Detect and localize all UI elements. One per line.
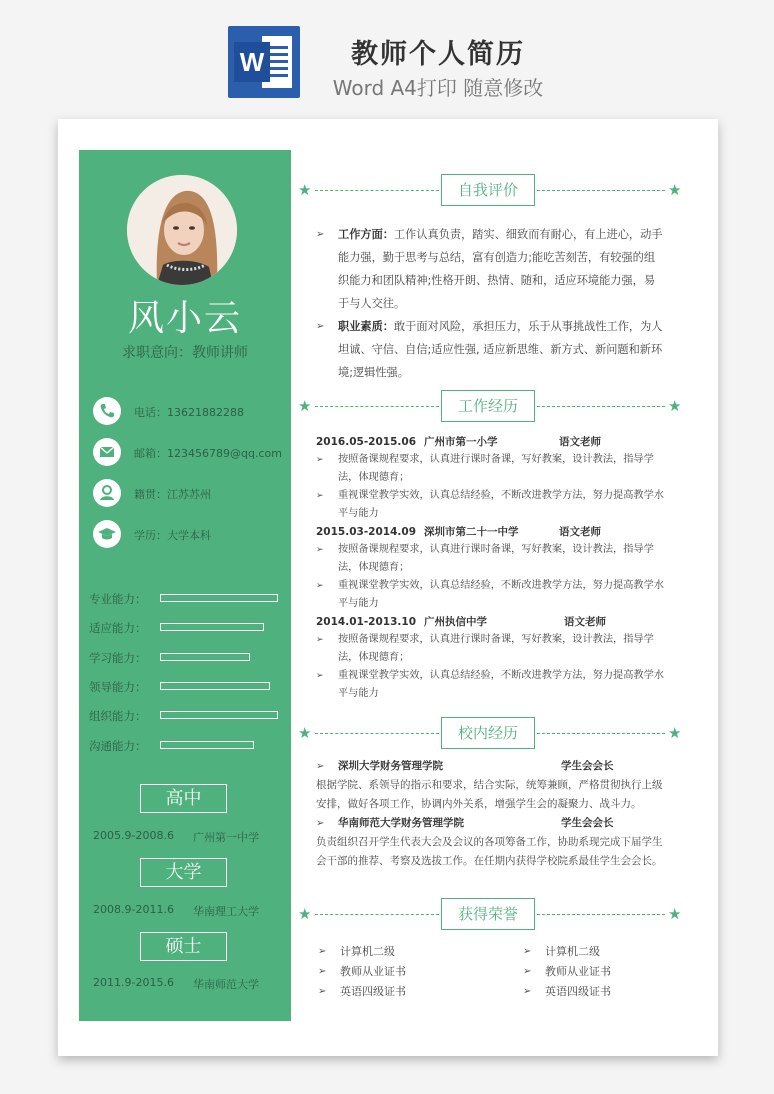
word-document-icon [228,26,300,98]
avatar [127,175,237,285]
honor-item: ➢ 计算机二级 [523,942,723,962]
contact-phone-text: 电话：13621882288 [134,406,244,419]
star-icon: ★ [298,905,312,923]
section-header-honors [295,898,685,932]
skill-row [89,679,289,693]
contact-degree [93,520,283,550]
campus-entry-text: 根据学院、系领导的指示和要求，结合实际，统筹兼顾，严格贯彻执行上级安排，做好各项工作，协调内外关系，增强学生会的凝聚力、战斗力。 [316,779,663,810]
star-icon: ★ [668,181,682,199]
resume-sidebar [79,150,291,1021]
job-header: 2016.05-2015.06 广州市第一小学 语文老师 [316,436,601,448]
campus-entry-header: ➢ 深圳大学财务管理学院 学生会会长 [316,757,666,776]
skill-row [89,591,289,605]
skill-row [89,650,289,664]
person-icon [93,479,121,507]
self-eval-item: ➢ 职业素质：敢于面对风险，承担压力，乐于从事挑战性工作，为人坦诚、守信、自信;适应性强, 适应新思维、新方式、新问题和新环境;逻辑性强。 [316,315,666,384]
contact-origin [93,479,283,509]
star-icon: ★ [668,397,682,415]
skill-label: 沟通能力： [89,738,147,753]
skill-bar [160,653,250,661]
star-icon: ★ [668,905,682,923]
edu-level-1: 大学 [140,858,227,887]
section-title: 自我评价 [441,174,535,206]
self-eval-block [316,223,666,384]
star-icon: ★ [298,397,312,415]
doc-header [0,0,774,110]
skill-label: 适应能力： [89,621,147,636]
skill-bar [160,682,270,690]
job-intent: 求职意向：教师讲师 [122,345,248,361]
edu-school: 华南理工大学 [193,905,259,918]
section-title: 获得荣誉 [441,898,535,930]
honor-item: ➢ 计算机二级 [318,942,518,962]
campus-entry-text: 负责组织召开学生代表大会及会议的各项筹备工作，协助系现完成下届学生会干部的推荐、考察及选拔工作。在任期内获得学校院系最佳学生会会长。 [316,836,663,867]
skill-label: 学习能力： [89,650,147,665]
email-icon [93,438,121,466]
skill-label: 专业能力： [89,592,147,606]
honor-item: ➢ 教师从业证书 [318,962,518,982]
resume-page [58,119,718,1056]
job-duty: ➢ 重视课堂教学实效，认真总结经验，不断改进教学方法，努力提高教学水平与能力 [316,487,666,523]
honor-item: ➢ 英语四级证书 [523,982,723,1002]
section-header-campus [295,717,685,751]
skill-label: 组织能力： [89,709,147,724]
skill-bar [160,741,254,749]
section-header-work [295,390,685,424]
contact-email [93,438,283,468]
phone-icon [93,397,121,425]
honor-item: ➢ 英语四级证书 [318,982,518,1002]
work-block [316,433,666,703]
skill-row [89,738,289,752]
edu-level-2: 硕士 [140,932,227,961]
skill-label: 领导能力： [89,679,147,694]
honors-right [523,942,723,1002]
section-title: 工作经历 [441,390,535,422]
skill-bar [160,594,278,602]
job-duty: ➢ 按照备课规程要求，认真进行课时备课，写好教案，设计教法，指导学法，体现德育； [316,451,666,487]
job-duty: ➢ 重视课堂教学实效，认真总结经验，不断改进教学方法，努力提高教学水平与能力 [316,577,666,613]
edu-dates: 2008.9-2011.6 [93,903,174,916]
contact-origin-text: 籍贯：江苏苏州 [134,488,211,501]
person-name: 风小云 [127,298,242,339]
edu-dates: 2005.9-2008.6 [93,829,174,842]
contact-degree-text: 学历：大学本科 [134,529,211,542]
section-title: 校内经历 [441,717,535,749]
skill-row [89,708,289,722]
edu-level-0: 高中 [140,784,227,813]
star-icon: ★ [298,724,312,742]
job-header: 2015.03-2014.09 深圳市第二十一中学 语文老师 [316,526,601,538]
skill-bar [160,711,278,719]
job-header: 2014.01-2013.10 广州执信中学 语文老师 [316,616,606,628]
contact-phone [93,397,283,427]
self-eval-item: ➢ 工作方面：工作认真负责，踏实、细致而有耐心，有上进心，动手能力强，勤于思考与总结，富有创造力;能吃苦刻苦，有较强的组织能力和团队精神;性格开朗、热情、随和，适应环境能力强，易于与人交往。 [316,223,666,315]
campus-block [316,757,666,871]
contact-email-text: 邮箱：123456789@qq.com [134,447,282,460]
edu-school: 广州第一中学 [193,831,259,844]
skill-bar [160,623,264,631]
section-header-self-eval [295,174,685,208]
header-title: 教师个人简历 [351,39,525,70]
edu-dates: 2011.9-2015.6 [93,976,174,989]
star-icon: ★ [298,181,312,199]
graduation-cap-icon [93,520,121,548]
star-icon: ★ [668,724,682,742]
header-subtitle: Word A4打印 随意修改 [332,76,544,100]
edu-school: 华南师范大学 [193,978,259,991]
skill-row [89,620,289,634]
honors-left [318,942,518,1002]
campus-entry-header: ➢ 华南师范大学财务管理学院 学生会会长 [316,814,666,833]
job-duty: ➢ 重视课堂教学实效，认真总结经验，不断改进教学方法，努力提高教学水平与能力 [316,667,666,703]
job-duty: ➢ 按照备课规程要求，认真进行课时备课，写好教案，设计教法，指导学法，体现德育； [316,631,666,667]
honor-item: ➢ 教师从业证书 [523,962,723,982]
word-letter: W [234,42,270,82]
job-duty: ➢ 按照备课规程要求，认真进行课时备课，写好教案，设计教法，指导学法，体现德育； [316,541,666,577]
